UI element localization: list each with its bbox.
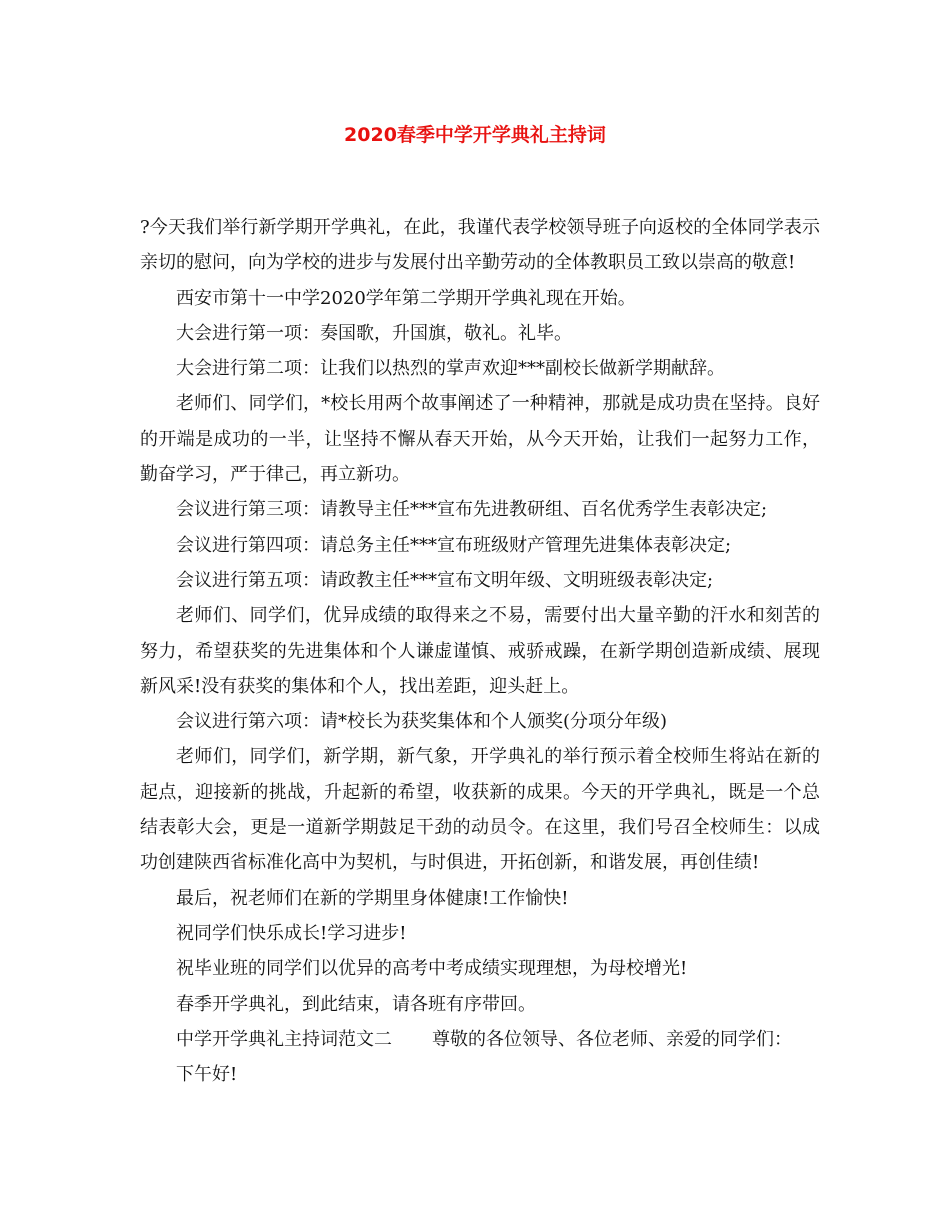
paragraph-item-3: 会议进行第三项：请教导主任***宣布先进教研组、百名优秀学生表彰决定; [176, 499, 768, 521]
paragraph-start: 西安市第十一中学2020学年第二学期开学典礼现在开始。 [176, 287, 636, 309]
paragraph-item-4: 会议进行第四项：请总务主任***宣布班级财产管理先进集体表彰决定; [176, 534, 732, 556]
document-title: 2020春季中学开学典礼主持词 [344, 124, 606, 146]
paragraph-item-1: 大会进行第一项：奏国歌，升国旗，敬礼。礼毕。 [176, 322, 572, 344]
paragraph-persistence: 老师们、同学们，*校长用两个故事阐述了一种精神，那就是成功贵在坚持。良好的开端是成功的一半，让坚持不懈从春天开始，从今天开始，让我们一起努力工作，勤奋学习，严于律己，再立新功。 [140, 393, 820, 486]
paragraph-wishes-teachers: 最后，祝老师们在新的学期里身体健康!工作愉快! [176, 887, 569, 909]
paragraph-opening: ?今天我们举行新学期开学典礼，在此，我谨代表学校领导班子向返校的全体同学表示亲切的慰问，向为学校的进步与发展付出辛勤劳动的全体教职员工致以崇高的敬意! [140, 217, 820, 274]
paragraph-second-sample [140, 1022, 820, 1057]
document-body [140, 210, 820, 1092]
paragraph-item-6: 会议进行第六项：请*校长为获奖集体和个人颁奖(分项分年级) [176, 711, 668, 733]
paragraph-good-afternoon: 下午好! [176, 1064, 238, 1086]
paragraph-wishes-students: 祝同学们快乐成长!学习进步! [176, 922, 407, 944]
greeting-address: 尊敬的各位领导、各位老师、亲爱的同学们： [432, 1028, 792, 1050]
paragraph-new-semester: 老师们，同学们，新学期，新气象，开学典礼的举行预示着全校师生将站在新的起点，迎接新的挑战，升起新的希望，收获新的成果。今天的开学典礼，既是一个总结表彰大会，更是一道新学期鼓足干劲的动员令。在这里，我们号召全校师生：以成功创建陕西省标准化高中为契机，与时俱进，开拓创新，和谐发展，再创佳绩! [140, 746, 820, 874]
paragraph-achievement: 老师们、同学们，优异成绩的取得来之不易，需要付出大量辛勤的汗水和刻苦的努力，希望获奖的先进集体和个人谦虚谨慎、戒骄戒躁，在新学期创造新成绩、展现新风采!没有获奖的集体和个人，找出差距，迎头赶上。 [140, 605, 820, 697]
paragraph-wishes-graduates: 祝毕业班的同学们以优异的高考中考成绩实现理想，为母校增光! [176, 958, 688, 980]
second-sample-heading: 中学开学典礼主持词范文二 [176, 1028, 392, 1050]
paragraph-closing: 春季开学典礼，到此结束，请各班有序带回。 [176, 993, 536, 1015]
paragraph-item-2: 大会进行第二项：让我们以热烈的掌声欢迎***副校长做新学期献辞。 [176, 358, 725, 380]
paragraph-item-5: 会议进行第五项：请政教主任***宣布文明年级、文明班级表彰决定; [176, 569, 714, 591]
